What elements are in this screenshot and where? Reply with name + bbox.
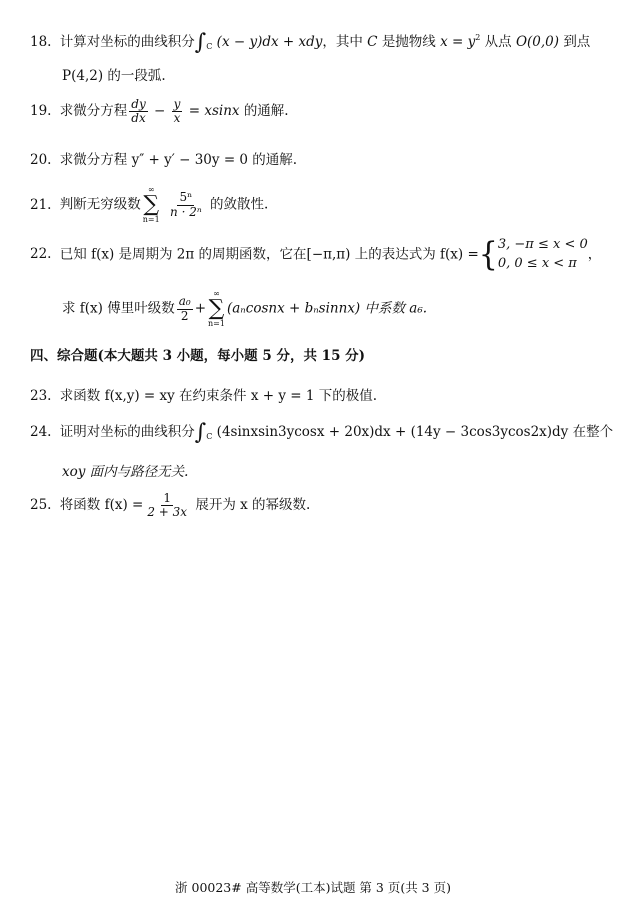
equation-rhs: = xsinx: [188, 103, 240, 120]
fraction-a0-2: [177, 295, 193, 322]
question-number: 24.: [30, 424, 52, 440]
integral-sign: ∫: [194, 30, 207, 55]
question-18: [30, 30, 590, 55]
question-text: 到点: [563, 34, 591, 50]
sigma-icon: ∑: [208, 296, 225, 321]
question-25: [30, 492, 310, 519]
exponent: 2: [475, 33, 481, 42]
series-term: [168, 191, 204, 218]
question-text: 从点: [484, 34, 512, 50]
fraction-numerator: 5ⁿ: [179, 190, 193, 205]
question-text: 的通解.: [243, 103, 289, 120]
question-number: 25.: [30, 497, 52, 514]
curve-equation: x = y: [440, 34, 476, 50]
fraction-denominator: x: [173, 111, 181, 126]
case-1: 3, −π ≤ x < 0: [497, 237, 588, 252]
fraction-denominator: dx: [131, 111, 146, 126]
fraction-1-over: [145, 492, 189, 519]
question-text: 求函数 f(x,y) = xy 在约束条件 x + y = 1 下的极值.: [59, 388, 378, 404]
question-24-line2: xoy 面内与路径无关.: [62, 464, 189, 480]
fraction-numerator: dy: [131, 97, 146, 111]
question-23: [30, 384, 377, 404]
question-text: 求微分方程 y″ + y′ − 30y = 0 的通解.: [59, 152, 298, 168]
curve-name: C: [367, 34, 378, 50]
question-22-line2: [62, 290, 427, 328]
series-expression: (aₙcosnx + bₙsinnx) 中系数 a₆.: [226, 300, 428, 317]
integrand: (x − y)dx + xdy: [216, 34, 323, 50]
question-21: [30, 186, 268, 224]
question-number: 22.: [30, 246, 52, 263]
question-text: 证明对坐标的曲线积分: [59, 424, 195, 440]
fraction-denominator: 2 + 3x: [147, 505, 188, 520]
question-18-line2: P(4,2) 的一段弧.: [62, 68, 166, 84]
sigma-icon: ∑: [143, 192, 160, 217]
question-24: [30, 420, 613, 445]
fraction-denominator: n · 2ⁿ: [170, 204, 202, 219]
sum-upper: ∞: [147, 185, 155, 194]
fraction-y-x: [172, 98, 183, 125]
fraction-numerator: y: [173, 97, 181, 111]
question-text: 将函数 f(x) =: [59, 497, 144, 514]
question-text: 求微分方程: [59, 103, 128, 120]
question-text: ，其中: [322, 34, 363, 50]
start-point: O(0,0): [515, 34, 560, 50]
question-text: 的敛散性.: [210, 196, 269, 213]
question-number: 21.: [30, 196, 52, 213]
question-19: [30, 98, 289, 125]
question-text: 判断无穷级数: [59, 196, 141, 213]
fraction-numerator: 1: [163, 491, 172, 505]
integrand: (4sinxsin3ycosx + 20x)dx + (14y − 3cos3ycos2x)dy 在整个: [216, 424, 614, 440]
section-heading: 四、综合题(本大题共 3 小题，每小题 5 分，共 15 分): [30, 348, 366, 364]
question-text: 计算对坐标的曲线积分: [59, 34, 195, 50]
left-brace-icon: {: [478, 235, 498, 274]
fraction-dy-dx: [129, 98, 147, 125]
question-number: 23.: [30, 388, 52, 404]
sum-sign: [143, 186, 160, 224]
operator: +: [194, 300, 207, 317]
question-number: 18.: [30, 34, 52, 50]
page-footer: 浙 00023# 高等数学(工本)试题 第 3 页(共 3 页): [175, 880, 451, 895]
question-number: 20.: [30, 152, 52, 168]
punctuation: ，: [587, 246, 602, 263]
fraction-denominator: 2: [180, 308, 189, 323]
operator: −: [154, 103, 166, 120]
sum-sign: [208, 290, 225, 328]
piecewise-cases: [498, 236, 588, 274]
case-2: 0, 0 ≤ x < π: [497, 255, 577, 271]
question-text: 展开为 x 的幂级数.: [195, 497, 311, 514]
fraction-numerator: a₀: [178, 294, 191, 309]
question-20: [30, 148, 297, 168]
question-text: 求 f(x) 傅里叶级数: [62, 300, 175, 317]
sum-upper: ∞: [213, 289, 220, 298]
question-text: 已知 f(x) 是周期为 2π 的周期函数，它在[−π,π) 上的表达式为 f(x) =: [59, 246, 479, 263]
integral-subscript: C: [206, 42, 213, 51]
integral-sign: ∫: [194, 420, 207, 445]
question-text: 是抛物线: [381, 34, 436, 50]
question-22: [30, 236, 601, 274]
question-number: 19.: [30, 103, 52, 120]
integral-subscript: C: [206, 432, 213, 441]
sum-lower: n=1: [142, 215, 160, 224]
sum-lower: n=1: [208, 319, 225, 328]
